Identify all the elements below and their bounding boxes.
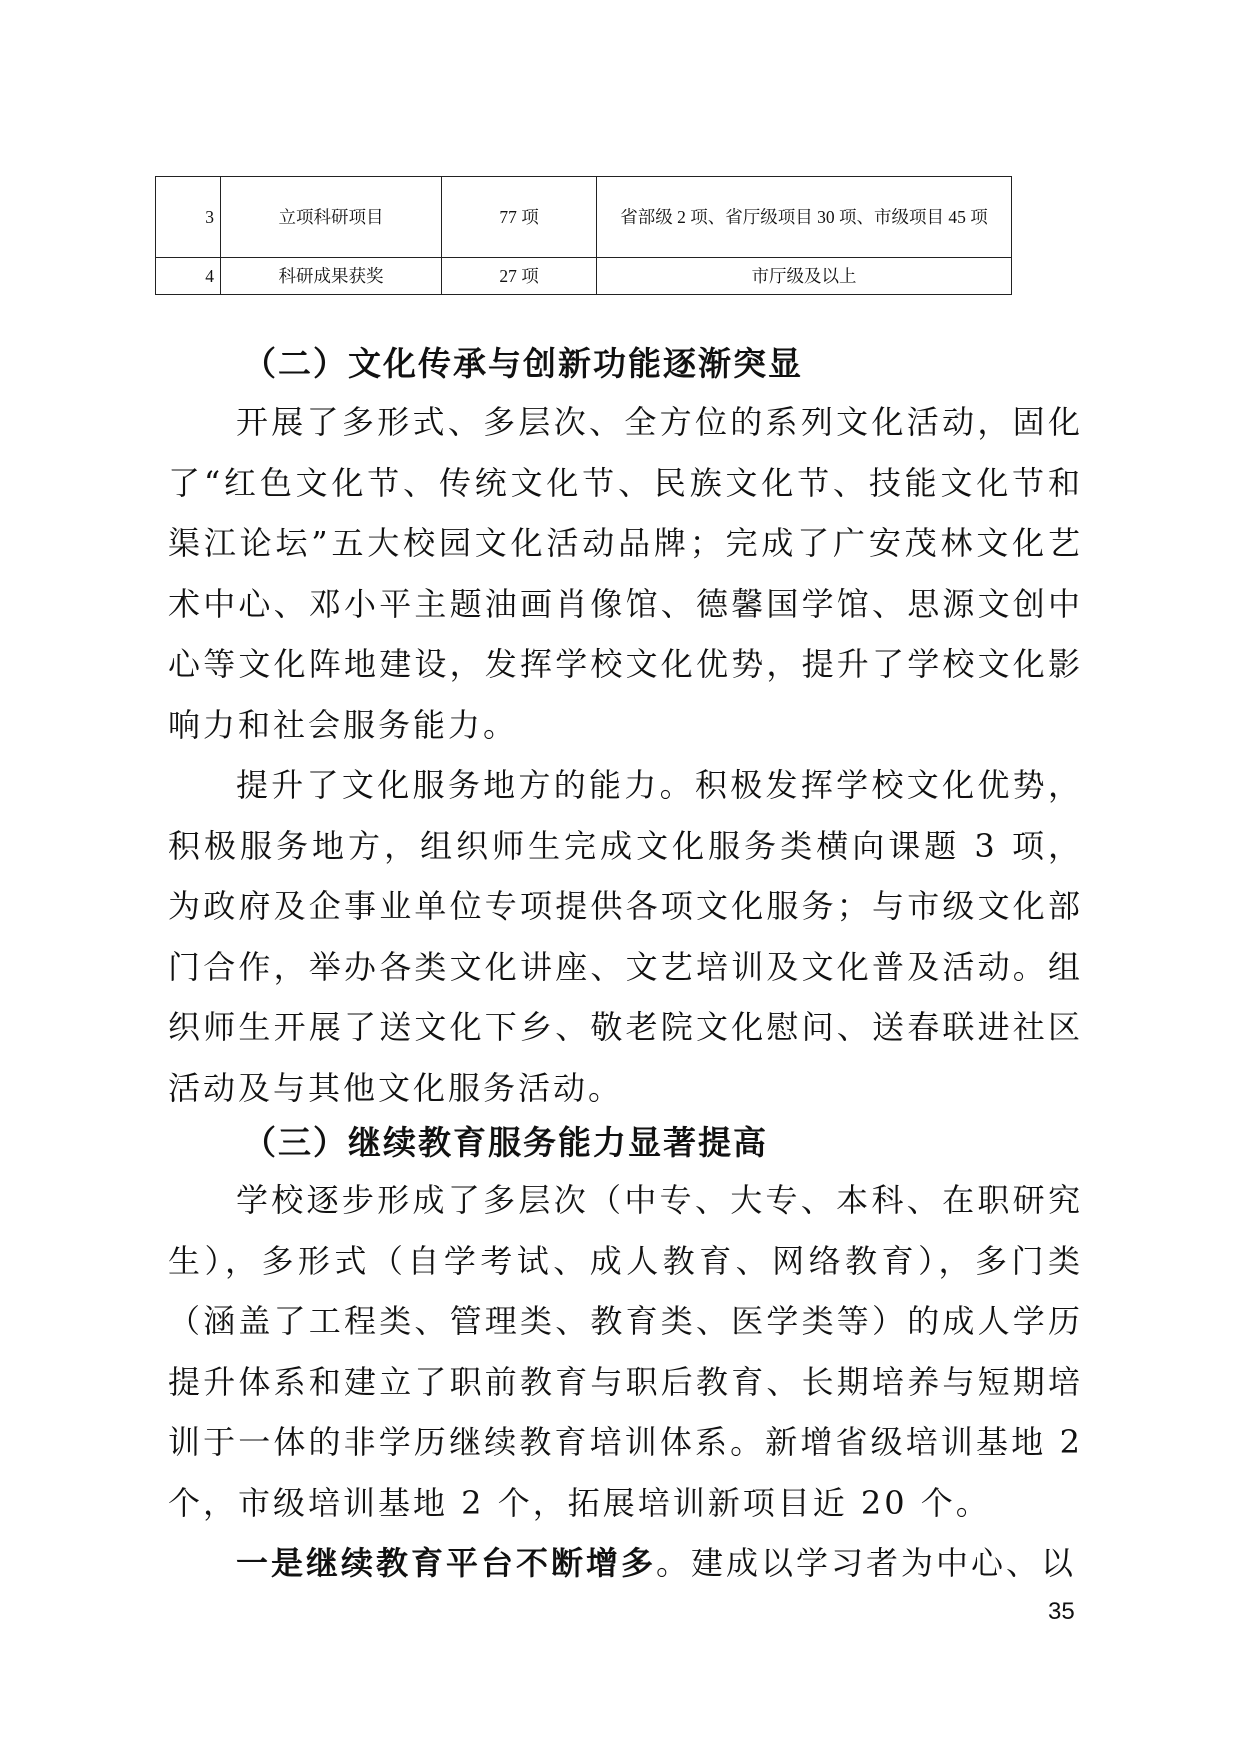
- paragraph-lead-bold: 一是继续教育平台不断增多: [236, 1544, 657, 1582]
- row-count: 27 项: [442, 258, 597, 295]
- paragraph-culture-service: 提升了文化服务地方的能力。积极发挥学校文化优势，积极服务地方，组织师生完成文化服务类横向课题 3 项，为政府及企事业单位专项提供各项文化服务；与市级文化部门合作，举办各类文化讲座、文艺培训及文化普及活动。组织师生开展了送文化下乡、敬老院文化慰问、送春联进社区活动及与其他文化服务活动。: [168, 766, 1083, 1107]
- table-row: [156, 258, 1012, 295]
- row-index: 4: [156, 258, 221, 295]
- row-count: 77 项: [442, 177, 597, 258]
- paragraph-continuing-education: 学校逐步形成了多层次（中专、大专、本科、在职研究生），多形式（自学考试、成人教育、网络教育），多门类（涵盖了工程类、管理类、教育类、医学类等）的成人学历提升体系和建立了职前教育与职后教育、长期培养与短期培训于一体的非学历继续教育培训体系。新增省级培训基地 2 个，市级培训基地 2 个，拓展培训新项目近 20 个。: [168, 1181, 1083, 1522]
- row-note: 市厅级及以上: [597, 258, 1012, 295]
- section-heading-continuing-education: （三）继续教育服务能力显著提高: [243, 1123, 768, 1162]
- row-index: 3: [156, 177, 221, 258]
- row-note: 省部级 2 项、省厅级项目 30 项、市级项目 45 项: [597, 177, 1012, 258]
- row-item: 立项科研项目: [221, 177, 442, 258]
- research-stats-table: [155, 176, 1012, 295]
- paragraph-education-platform: [168, 1533, 1083, 1594]
- page-number: 35: [1048, 1598, 1075, 1625]
- table-row: [156, 177, 1012, 258]
- paragraph-culture-activities: 开展了多形式、多层次、全方位的系列文化活动，固化了“红色文化节、传统文化节、民族文化节、技能文化节和渠江论坛”五大校园文化活动品牌；完成了广安茂林文化艺术中心、邓小平主题油画肖像馆、德馨国学馆、思源文创中心等文化阵地建设，发挥学校文化优势，提升了学校文化影响力和社会服务能力。: [168, 403, 1083, 744]
- section-heading-culture: （二）文化传承与创新功能逐渐突显: [243, 344, 803, 383]
- paragraph-rest: 。建成以学习者为中心、以: [656, 1544, 1077, 1582]
- row-item: 科研成果获奖: [221, 258, 442, 295]
